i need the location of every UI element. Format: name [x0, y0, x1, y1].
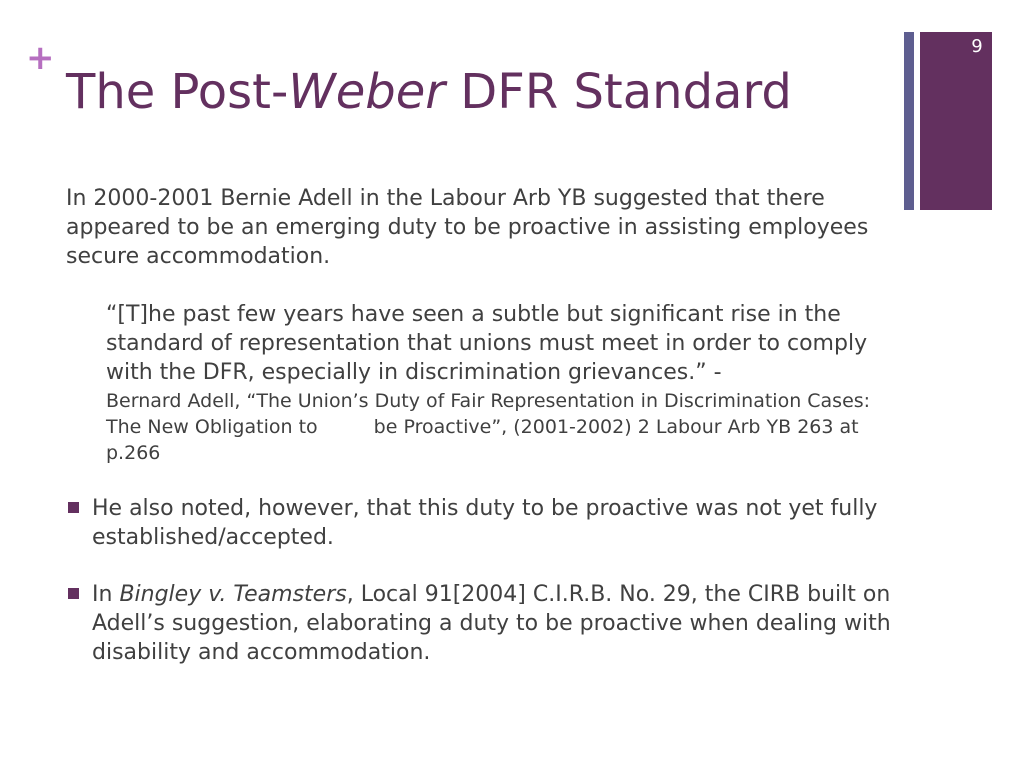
bullet-square-icon: [68, 588, 79, 599]
bullet-text: [92, 580, 896, 667]
bullet-text: He also noted, however, that this duty to be proactive was not yet fully established/accepted.: [92, 496, 878, 550]
bullet-square-icon: [68, 502, 79, 513]
title-italic: Weber: [288, 64, 446, 120]
decorative-thick-bar: [920, 32, 992, 210]
title-prefix: The Post-: [66, 64, 289, 120]
intro-paragraph: In 2000-2001 Bernie Adell in the Labour Arb YB suggested that there appeared to be an emerging duty to be proactive in assisting employees secure accommodation.: [66, 186, 869, 269]
title-suffix: DFR Standard: [445, 64, 792, 120]
slide-number: 9: [971, 36, 983, 57]
bullet-suffix: , Local 91[2004] C.I.R.B. No. 29, the CIRB built on Adell’s suggestion, elaborating a duty to be proactive when dealing with disability and accommodation.: [92, 582, 891, 665]
citation-part1: Bernard Adell, “The Union’s Duty of Fair Representation in Discrimination Cases: The New Obligation to: [106, 390, 871, 438]
citation-part2: be Proactive”, (2001-2002) 2 Labour Arb YB 263 at p.266: [106, 416, 859, 464]
case-name: Bingley v. Teamsters: [119, 582, 347, 607]
quote-text: “[T]he past few years have seen a subtle but significant rise in the standard of representation that unions must meet in order to comply with the DFR, especially in discrimination grievances.” -: [106, 302, 868, 385]
decorative-thin-bar: [904, 32, 914, 210]
quote-citation: [106, 388, 896, 466]
plus-icon: +: [26, 38, 55, 78]
slide-title: [66, 62, 792, 122]
bullet-prefix: In: [92, 582, 120, 607]
list-item: [66, 494, 896, 552]
list-item: [66, 580, 896, 667]
